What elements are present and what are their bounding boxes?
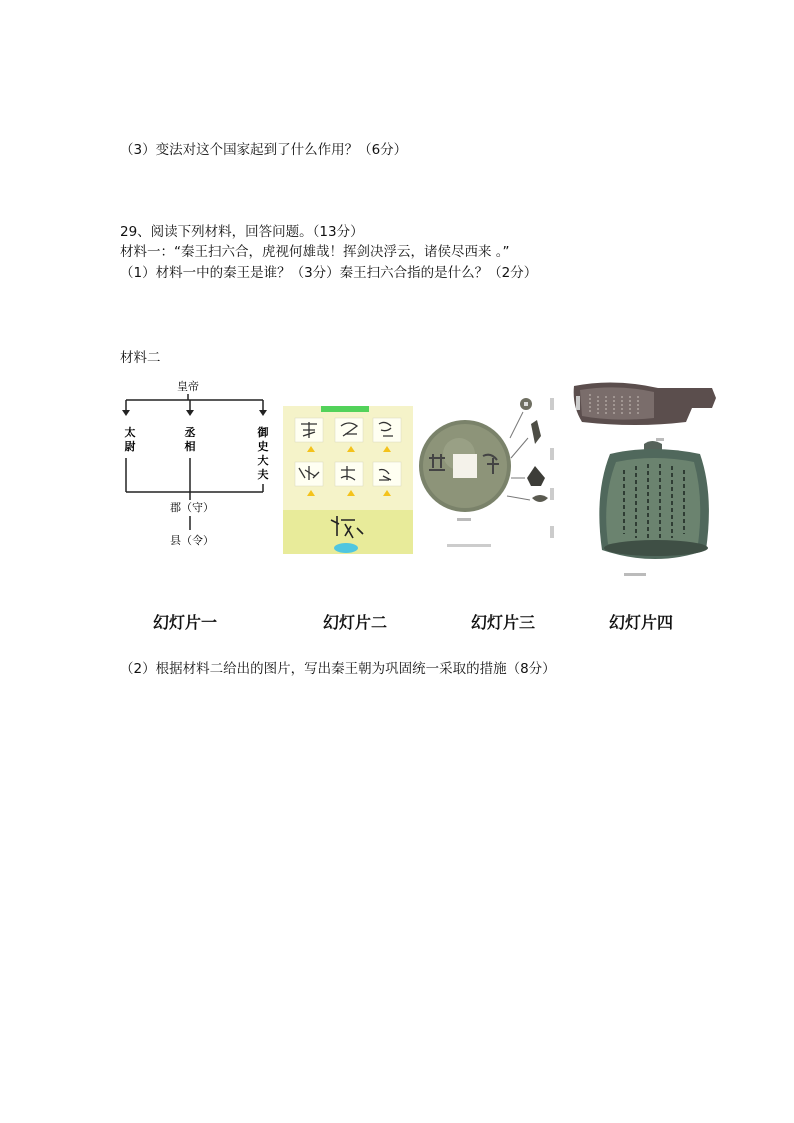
q29-sub2: （2）根据材料二给出的图片，写出秦王朝为巩固统一采取的措施（8分） bbox=[120, 661, 556, 677]
slide1-org-chart bbox=[118, 378, 278, 628]
slide-label-4: 幻灯片四 bbox=[609, 613, 674, 632]
yushi-label-1: 御 bbox=[257, 426, 269, 439]
taiwei-label-1: 太 bbox=[124, 426, 136, 439]
jun-label: 郡（守） bbox=[170, 501, 214, 514]
material1-text: 材料一：“秦王扫六合，虎视何雄哉！挥剑决浮云，诸侯尽西来 。” bbox=[120, 244, 510, 260]
script-evolution-picture bbox=[283, 378, 413, 628]
slide-label-1: 幻灯片一 bbox=[153, 613, 218, 632]
yushi-label-3: 大 bbox=[257, 454, 269, 467]
coins-picture bbox=[415, 378, 575, 628]
q28-sub3: （3）变法对这个国家起到了什么作用？（6分） bbox=[120, 142, 408, 158]
material2-label: 材料二 bbox=[120, 350, 161, 366]
slide-label-3: 幻灯片三 bbox=[471, 613, 536, 632]
yushi-label-2: 史 bbox=[257, 440, 269, 453]
slide3-coins-image bbox=[415, 378, 575, 628]
slide2-script-image bbox=[283, 378, 413, 628]
chengxiang-label-1: 丞 bbox=[184, 426, 196, 439]
q29-title: 29、阅读下列材料，回答问题。（13分） bbox=[120, 224, 364, 240]
taiwei-label-2: 尉 bbox=[124, 440, 136, 453]
xian-label: 县（令） bbox=[170, 534, 214, 547]
slide-label-2: 幻灯片二 bbox=[323, 613, 388, 632]
org-chart-diagram bbox=[118, 378, 278, 628]
weights-measures-picture bbox=[568, 378, 718, 628]
q29-sub1: （1）材料一中的秦王是谁？（3分）秦王扫六合指的是什么？（2分） bbox=[120, 265, 538, 281]
yushi-label-4: 夫 bbox=[257, 468, 269, 481]
emperor-label: 皇帝 bbox=[177, 380, 199, 393]
slide4-measures-image bbox=[568, 378, 718, 628]
chengxiang-label-2: 相 bbox=[184, 440, 196, 453]
